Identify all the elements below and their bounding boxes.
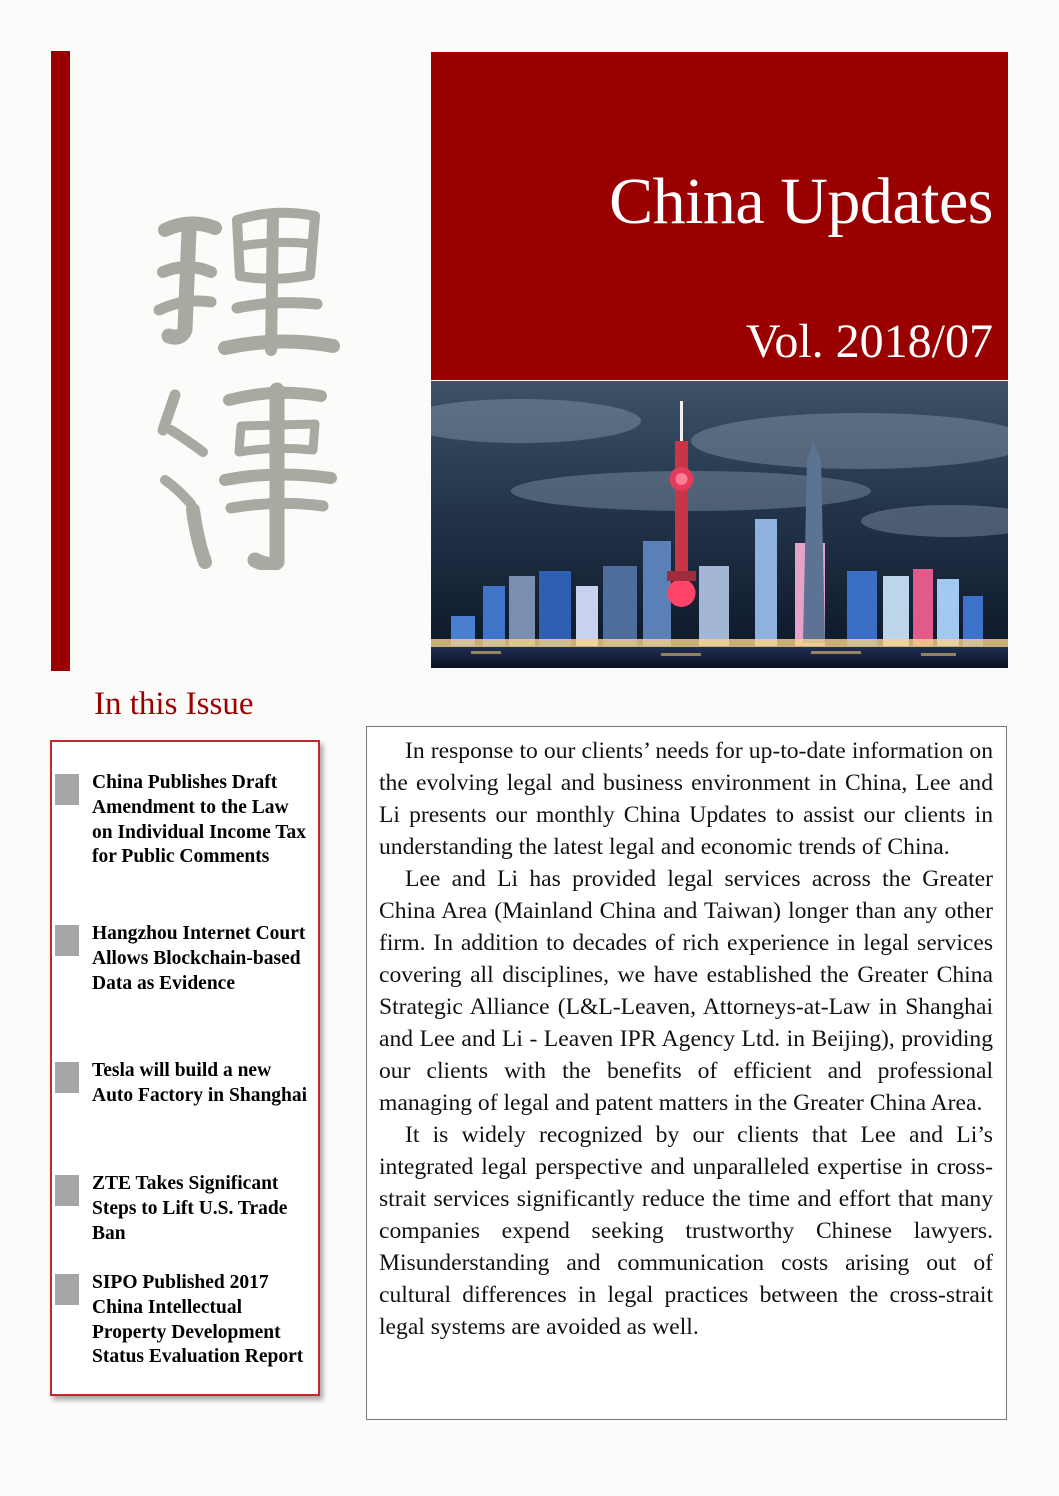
introduction-text-box — [366, 726, 1007, 1420]
toc-item-title[interactable]: China Publishes Draft Amendment to the Law on Individual Income Tax for Public Comments — [92, 772, 307, 868]
bullet-square-icon — [55, 1274, 79, 1305]
left-accent-bar — [51, 51, 70, 671]
toc-item-title[interactable]: ZTE Takes Significant Steps to Lift U.S. Trade Ban — [92, 1173, 288, 1244]
bullet-square-icon — [55, 774, 79, 805]
in-this-issue-heading: In this Issue — [94, 686, 254, 722]
publication-title: China Updates — [609, 165, 993, 238]
toc-item-title[interactable]: Hangzhou Internet Court Allows Blockchain-based Data as Evidence — [92, 923, 306, 994]
toc-item-title[interactable]: SIPO Published 2017 China Intellectual Property Development Status Evaluation Report — [92, 1272, 304, 1368]
calligraphy-logo — [145, 190, 345, 570]
intro-paragraph: It is widely recognized by our clients that Lee and Li’s integrated legal perspective and unparalleled expertise in cross-strait services significantly reduce the time and effort that many companies expend seeking trustworthy Chinese lawyers. Misunderstanding and communication costs arising out of cultural differences in legal practices between the cross-strait legal systems are avoided as well. — [379, 1122, 993, 1340]
bullet-square-icon — [55, 1062, 79, 1093]
toc-item-title[interactable]: Tesla will build a new Auto Factory in Shanghai — [92, 1060, 308, 1106]
bullet-square-icon — [55, 925, 79, 956]
header-banner — [431, 52, 1008, 380]
shanghai-skyline-photo — [431, 381, 1008, 668]
intro-paragraph: In response to our clients’ needs for up-to-date information on the evolving legal and business environment in China, Lee and Li presents our monthly China Updates to assist our clients in understanding the latest legal and economic trends of China. — [379, 738, 993, 860]
bullet-square-icon — [55, 1175, 79, 1206]
intro-paragraph: Lee and Li has provided legal services across the Greater China Area (Mainland China and Taiwan) longer than any other firm. In addition to decades of rich experience in legal services covering all disciplines, we have established the Greater China Strategic Alliance (L&L-Leaven, Attorneys-at-Law in Shanghai and Lee and Li - Leaven IPR Agency Ltd. in Beijing), providing our clients with the benefits of efficient and professional managing of legal and patent matters in the Greater China Area. — [379, 866, 993, 1116]
table-of-contents — [50, 740, 320, 1396]
volume-number: Vol. 2018/07 — [745, 315, 993, 368]
